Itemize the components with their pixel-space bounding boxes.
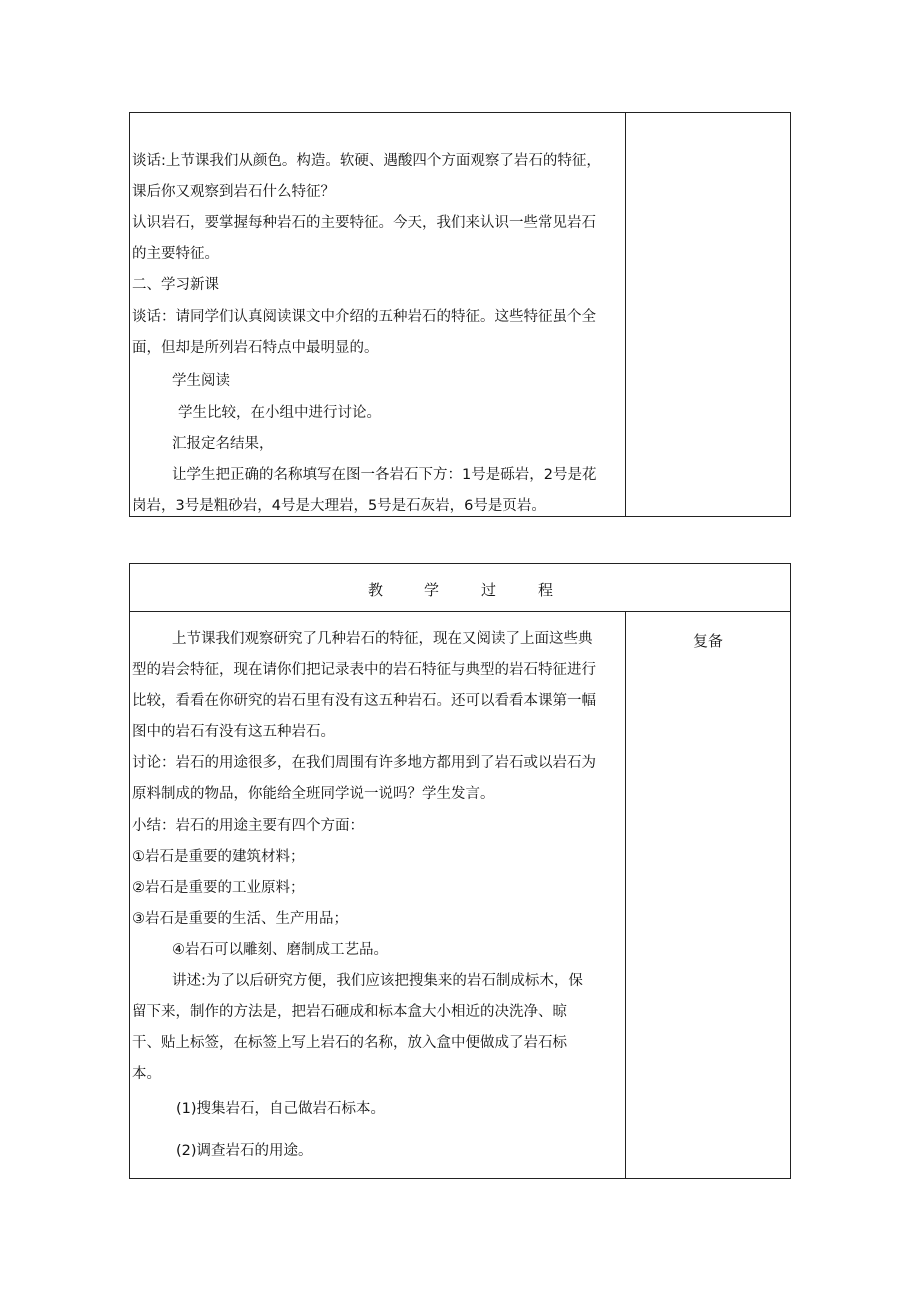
text-line: 原料制成的物品，你能给全班同学说一说吗？学生发言。 [132, 786, 495, 802]
header-char: 学 [424, 581, 440, 599]
text-line: 比较，看看在你研究的岩石里有没有这五种岩石。还可以看看本课第一幅 [132, 693, 596, 709]
list-item: ②岩石是重要的工业原料； [132, 880, 305, 896]
text-line: 让学生把正确的名称填写在图一各岩石下方：1号是砾岩，2号是花 [172, 467, 597, 483]
text-line: 学生阅读 [172, 373, 230, 389]
text-line: 型的岩会特征，现在请你们把记录表中的岩石特征与典型的岩石特征进行 [132, 662, 596, 678]
column-divider [625, 113, 626, 516]
header-char: 过 [481, 581, 497, 599]
column-divider [625, 611, 626, 1178]
text-line: 谈话：请同学们认真阅读课文中介绍的五种岩石的特征。这些特征虽个全 [132, 309, 596, 325]
task-item: (2)调查岩石的用途。 [176, 1143, 313, 1159]
text-line: 岗岩，3号是粗砂岩，4号是大理岩，5号是石灰岩，6号是页岩。 [132, 498, 546, 514]
task-item: (1)搜集岩石，自己做岩石标本。 [176, 1101, 386, 1117]
text-line: 的主要特征。 [132, 246, 219, 262]
text-line: 学生比较，在小组中进行讨论。 [178, 405, 381, 421]
text-line: 面，但却是所列岩石特点中最明显的。 [132, 340, 379, 356]
text-line: 留下来，制作的方法是，把岩石砸成和标本盒大小相近的决洗净、晾 [132, 1004, 567, 1020]
list-item: ①岩石是重要的建筑材料； [132, 849, 305, 865]
text-line: 小结：岩石的用途主要有四个方面： [132, 818, 364, 834]
list-item: ④岩石可以雕刻、磨制成工艺品。 [172, 942, 388, 958]
text-line: 上节课我们观察研究了几种岩石的特征，现在又阅读了上面这些典 [172, 631, 593, 647]
header-char: 教 [368, 581, 384, 599]
text-line: 讨论：岩石的用途很多，在我们周围有许多地方都用到了岩石或以岩石为 [132, 755, 596, 771]
section-heading: 二、学习新课 [132, 277, 219, 293]
text-line: 本。 [132, 1066, 161, 1082]
table-header [130, 564, 790, 612]
text-line: 讲述:为了以后研究方便，我们应该把搜集来的岩石制成标木，保 [172, 973, 583, 989]
side-note: 复备 [693, 632, 724, 650]
list-item: ③岩石是重要的生活、生产用品； [132, 911, 348, 927]
header-char: 程 [538, 581, 554, 599]
text-line: 谈话:上节课我们从颜色。构造。软硬、遇酸四个方面观察了岩石的特征， [132, 153, 601, 169]
text-line: 课后你又观察到岩石什么特征？ [132, 184, 335, 200]
text-line: 认识岩石，要掌握每种岩石的主要特征。今天，我们来认识一些常见岩石 [132, 215, 596, 231]
lesson-table-1 [129, 112, 791, 517]
text-line: 汇报定名结果， [172, 436, 274, 452]
text-line: 图中的岩石有没有这五种岩石。 [132, 724, 335, 740]
text-line: 干、贴上标签，在标签上写上岩石的名称，放入盒中便做成了岩石标 [132, 1035, 567, 1051]
lesson-table-2 [129, 563, 791, 1179]
